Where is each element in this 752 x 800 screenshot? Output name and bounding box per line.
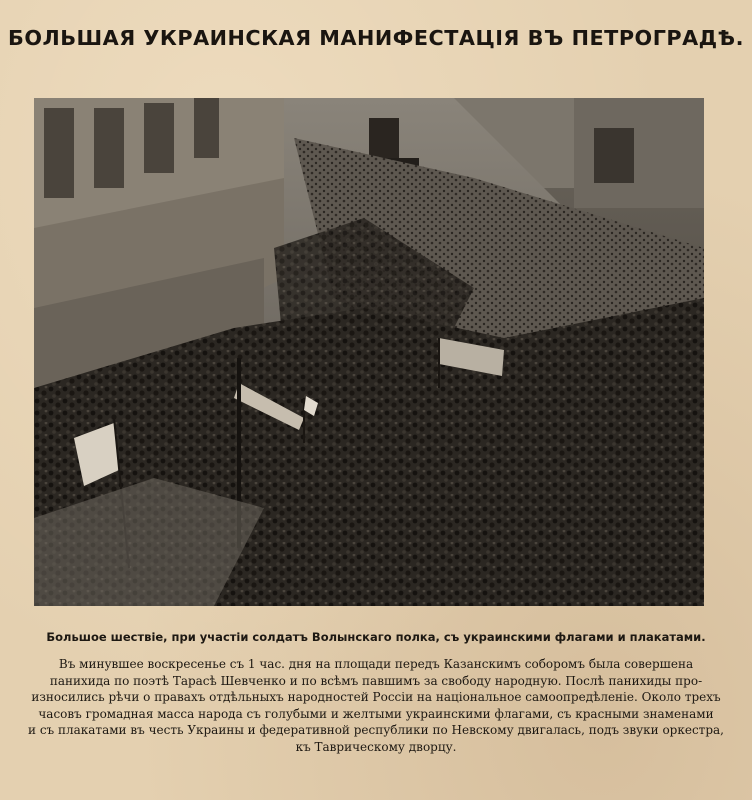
article-text	[20, 656, 732, 755]
article-line: къ Таврическому дворцу.	[295, 739, 457, 754]
photo-caption: Большое шествіе, при участіи солдатъ Волынскаго полка, съ украинскими флагами и плакатами.	[46, 630, 706, 644]
article-line: износились рѣчи о правахъ отдѣльныхъ народностей Россіи на національное самоопредѣленіе. Около трехъ	[31, 690, 721, 704]
page-headline: БОЛЬШАЯ УКРАИНСКАЯ МАНИФЕСТАЦІЯ ВЪ ПЕТРОГРАДѢ.	[8, 26, 744, 50]
article-line: Въ минувшее воскресенье съ 1 час. дня на площади передъ Казанскимъ соборомъ была совершена	[58, 657, 694, 671]
article-line: и съ плакатами въ честь Украины и федеративной республики по Невскому двигалась, подъ звуки оркестра,	[28, 723, 724, 737]
demonstration-photo	[34, 98, 704, 606]
article-line: панихида по поэтѣ Тарасѣ Шевченко и по всѣмъ павшимъ за свободу народную. Послѣ панихиды про-	[49, 673, 703, 688]
article-line: часовъ громадная масса народа съ голубыми и желтыми украинскими флагами, съ красными знаменами	[38, 706, 714, 721]
